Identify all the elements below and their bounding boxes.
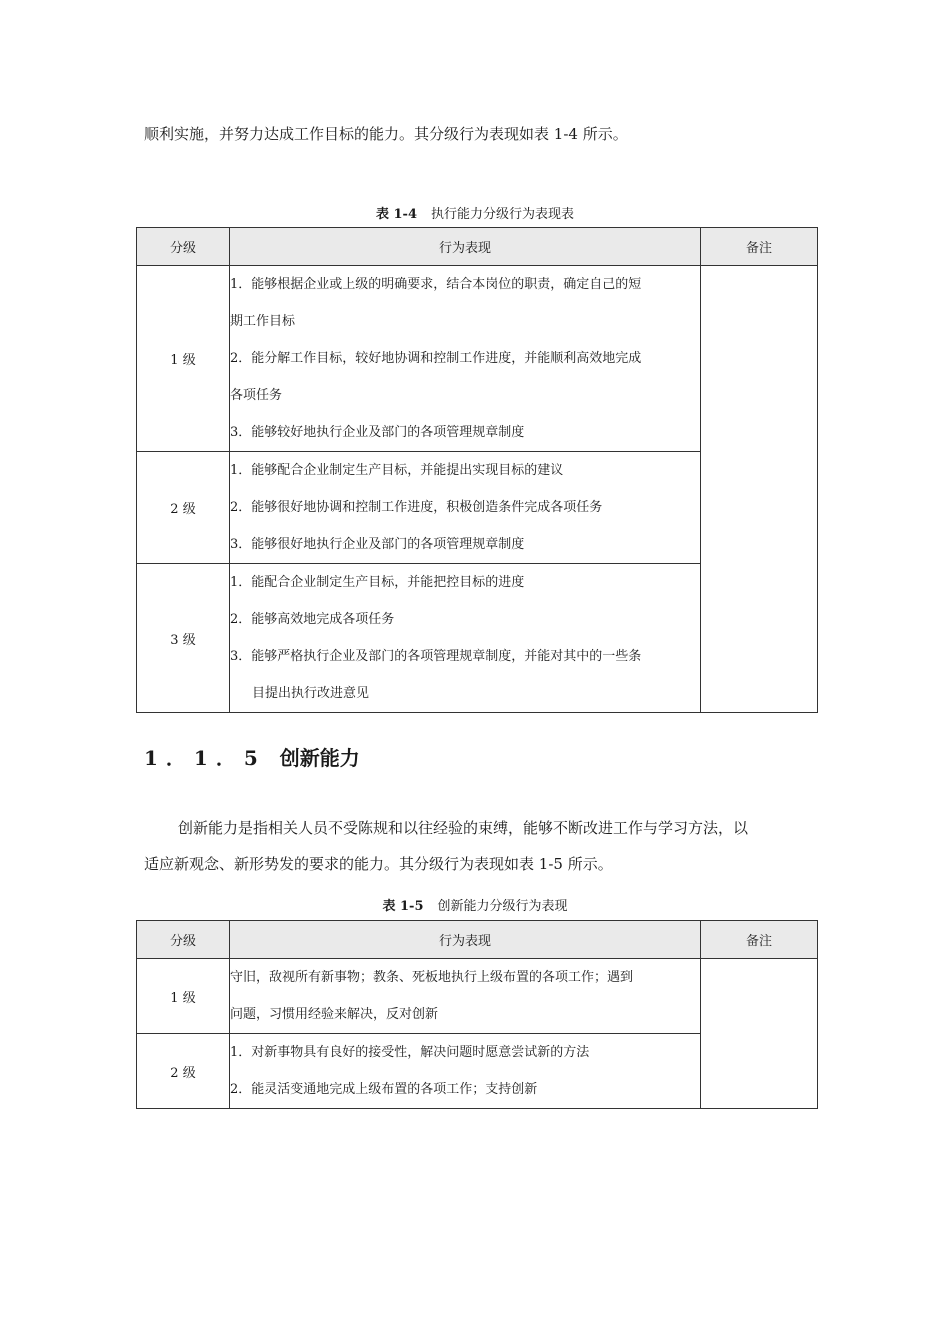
behavior-line: 目提出执行改进意见 bbox=[252, 686, 370, 701]
table-row bbox=[137, 959, 818, 1034]
header-level: 分级 bbox=[137, 228, 230, 266]
table-1-4-caption-number: 表 1-4 bbox=[375, 207, 417, 222]
table-row bbox=[137, 266, 818, 452]
behavior-cell bbox=[230, 1034, 701, 1109]
behavior-line: 2．能够高效地完成各项任务 bbox=[230, 612, 395, 627]
intro-paragraph: 顺利实施，并努力达成工作目标的能力。其分级行为表现如表 1-4 所示。 bbox=[144, 125, 628, 143]
behavior-line: 2．能灵活变通地完成上级布置的各项工作；支持创新 bbox=[230, 1082, 538, 1097]
table-1-4-caption bbox=[0, 203, 950, 222]
behavior-line: 1．对新事物具有良好的接受性，解决问题时愿意尝试新的方法 bbox=[230, 1045, 590, 1060]
table-header-row bbox=[137, 228, 818, 266]
section-paragraph-line-1: 创新能力是指相关人员不受陈规和以往经验的束缚，能够不断改进工作与学习方法，以 bbox=[178, 819, 749, 837]
table-1-5-caption-number: 表 1-5 bbox=[382, 899, 424, 914]
behavior-line: 2．能分解工作目标，较好地协调和控制工作进度，并能顺利高效地完成 bbox=[230, 351, 642, 366]
section-title: 创新能力 bbox=[279, 746, 360, 770]
behavior-line: 1．能配合企业制定生产目标，并能把控目标的进度 bbox=[230, 575, 525, 590]
header-remark: 备注 bbox=[701, 921, 818, 959]
behavior-line: 期工作目标 bbox=[230, 314, 296, 329]
behavior-line: 3．能够很好地执行企业及部门的各项管理规章制度 bbox=[230, 537, 525, 552]
table-header-row bbox=[137, 921, 818, 959]
table-1-5-caption bbox=[0, 895, 950, 914]
behavior-line: 3．能够较好地执行企业及部门的各项管理规章制度 bbox=[230, 425, 525, 440]
level-cell: 2 级 bbox=[137, 452, 230, 564]
behavior-line: 1．能够配合企业制定生产目标，并能提出实现目标的建议 bbox=[230, 463, 564, 478]
remark-cell bbox=[701, 959, 818, 1109]
table-1-5 bbox=[136, 920, 818, 1109]
behavior-line: 各项任务 bbox=[230, 388, 283, 403]
level-cell: 1 级 bbox=[137, 266, 230, 452]
section-paragraph-line-2: 适应新观念、新形势发的要求的能力。其分级行为表现如表 1-5 所示。 bbox=[144, 855, 613, 873]
remark-cell bbox=[701, 266, 818, 713]
table-1-5-caption-title: 创新能力分级行为表现 bbox=[437, 899, 568, 914]
behavior-cell bbox=[230, 959, 701, 1034]
header-remark: 备注 bbox=[701, 228, 818, 266]
section-heading bbox=[144, 742, 360, 771]
behavior-cell bbox=[230, 564, 701, 713]
behavior-cell bbox=[230, 266, 701, 452]
header-behavior: 行为表现 bbox=[230, 228, 701, 266]
behavior-cell bbox=[230, 452, 701, 564]
section-number: 1．1．5 bbox=[144, 746, 266, 770]
behavior-line: 守旧，敌视所有新事物；教条、死板地执行上级布置的各项工作；遇到 bbox=[230, 970, 634, 985]
header-level: 分级 bbox=[137, 921, 230, 959]
header-behavior: 行为表现 bbox=[230, 921, 701, 959]
table-1-4-caption-title: 执行能力分级行为表现表 bbox=[431, 207, 575, 222]
behavior-line: 问题，习惯用经验来解决，反对创新 bbox=[230, 1007, 439, 1022]
behavior-line: 3．能够严格执行企业及部门的各项管理规章制度，并能对其中的一些条 bbox=[230, 649, 642, 664]
level-cell: 1 级 bbox=[137, 959, 230, 1034]
behavior-line: 1．能够根据企业或上级的明确要求，结合本岗位的职责，确定自己的短 bbox=[230, 277, 642, 292]
level-cell: 3 级 bbox=[137, 564, 230, 713]
level-cell: 2 级 bbox=[137, 1034, 230, 1109]
table-1-4 bbox=[136, 227, 818, 713]
behavior-line: 2．能够很好地协调和控制工作进度，积极创造条件完成各项任务 bbox=[230, 500, 603, 515]
